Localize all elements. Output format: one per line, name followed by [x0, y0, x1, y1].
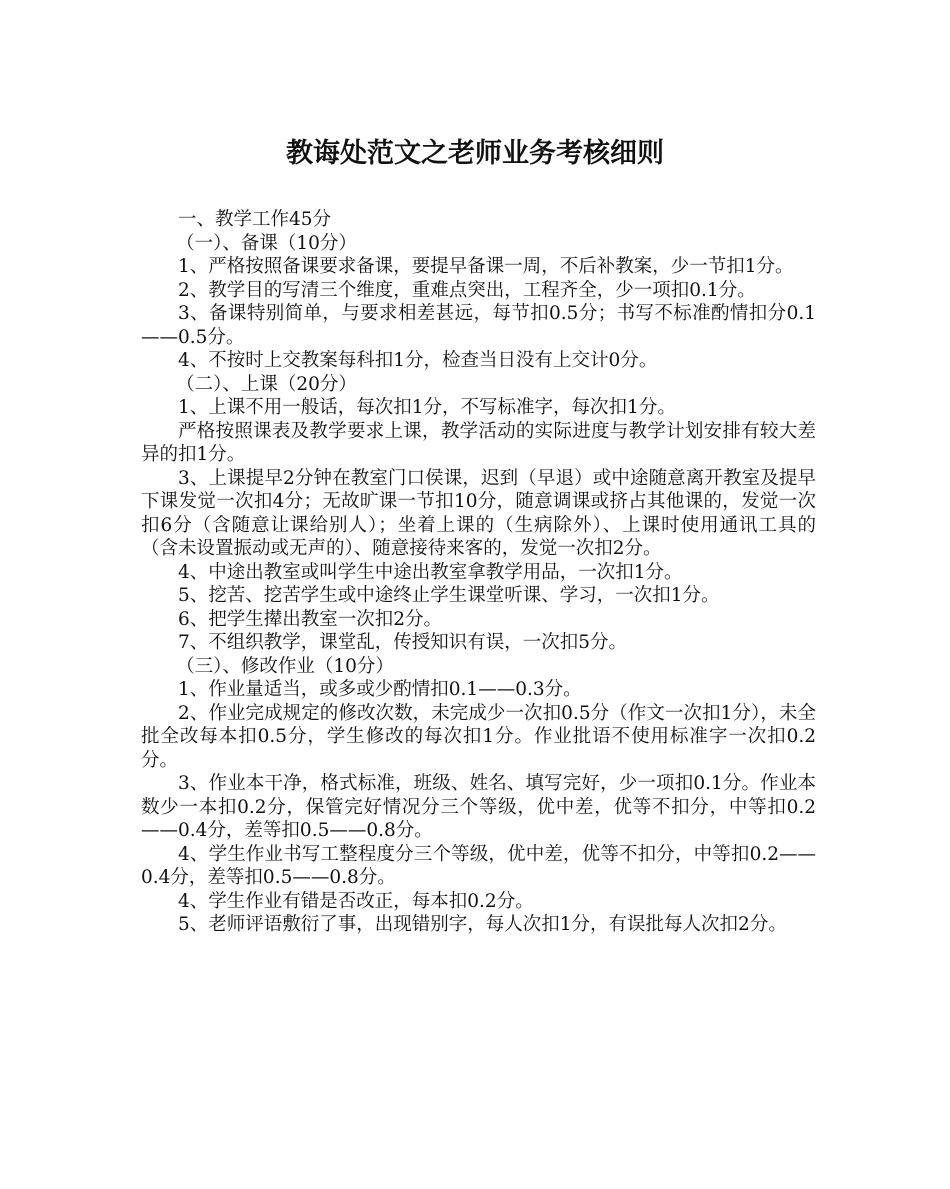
body-paragraph: 1、上课不用一般话，每次扣1分，不写标准字，每次扣1分。 [178, 397, 676, 418]
body-paragraph: 严格按照课表及教学要求上课，教学活动的实际进度与教学计划安排有较大差异的扣1分。 [141, 420, 816, 465]
body-paragraph: 2、作业完成规定的修改次数，未完成少一次扣0.5分（作文一次扣1分），未全批全改每本扣0.5分，学生修改的每次扣1分。作业批语不使用标准字一次扣0.2分。 [141, 702, 816, 771]
section-heading: （一）、备课（10分） [176, 232, 357, 254]
body-paragraph: 4、学生作业有错是否改正，每本扣0.2分。 [178, 890, 534, 912]
body-paragraph: 1、严格按照备课要求备课，要提早备课一周，不后补教案，少一节扣1分。 [178, 256, 794, 277]
section-heading: 一、教学工作45分 [178, 209, 332, 230]
body-paragraph: 4、学生作业书写工整程度分三个等级，优中差，优等不扣分，中等扣0.2——0.4分，差等扣0.5——0.8分。 [141, 843, 816, 888]
body-paragraph: 5、挖苦、挖苦学生或中途终止学生课堂听课、学习，一次扣1分。 [178, 585, 720, 606]
body-paragraph: 4、中途出教室或叫学生中途出教室拿教学用品，一次扣1分。 [178, 561, 683, 583]
body-paragraph: 2、教学目的写清三个维度，重难点突出，工程齐全，少一项扣0.1分。 [178, 279, 756, 301]
body-paragraph: 3、作业本干净，格式标准，班级、姓名、填写完好，少一项扣0.1分。作业本数少一本扣0.2分，保管完好情况分三个等级，优中差，优等不扣分，中等扣0.2——0.4分，差等扣0.5——0.8分。 [141, 773, 816, 841]
body-paragraph: 4、不按时上交教案每科扣1分，检查当日没有上交计0分。 [178, 350, 658, 371]
section-heading: （二）、上课（20分） [176, 373, 357, 395]
body-paragraph: 3、备课特别简单，与要求相差甚远，每节扣0.5分；书写不标准酌情扣分0.1——0.5分。 [141, 303, 816, 348]
body-paragraph: 3、上课提早2分钟在教室门口侯课，迟到（早退）或中途随意离开教室及提早下课发觉一次扣4分；无故旷课一节扣10分，随意调课或挤占其他课的，发觉一次扣6分（含随意让课给别人）；坐着上课的（生病除外）、上课时使用通讯工具的（含未设置振动或无声的）、随意接待来客的，发觉一次扣2分。 [141, 467, 816, 559]
body-paragraph: 6、把学生撵出教室一次扣2分。 [178, 608, 443, 630]
body-paragraph: 7、不组织教学，课堂乱，传授知识有误，一次扣5分。 [178, 632, 628, 653]
section-heading: （三）、修改作业（10分） [176, 655, 394, 677]
body-paragraph: 5、老师评语敷衍了事，出现错别字，每人次扣1分，有误批每人次扣2分。 [178, 914, 787, 935]
document-title: 教诲处范文之老师业务考核细则 [286, 138, 664, 169]
document-body [141, 208, 816, 937]
body-paragraph: 1、作业量适当，或多或少酌情扣0.1——0.3分。 [178, 679, 582, 700]
